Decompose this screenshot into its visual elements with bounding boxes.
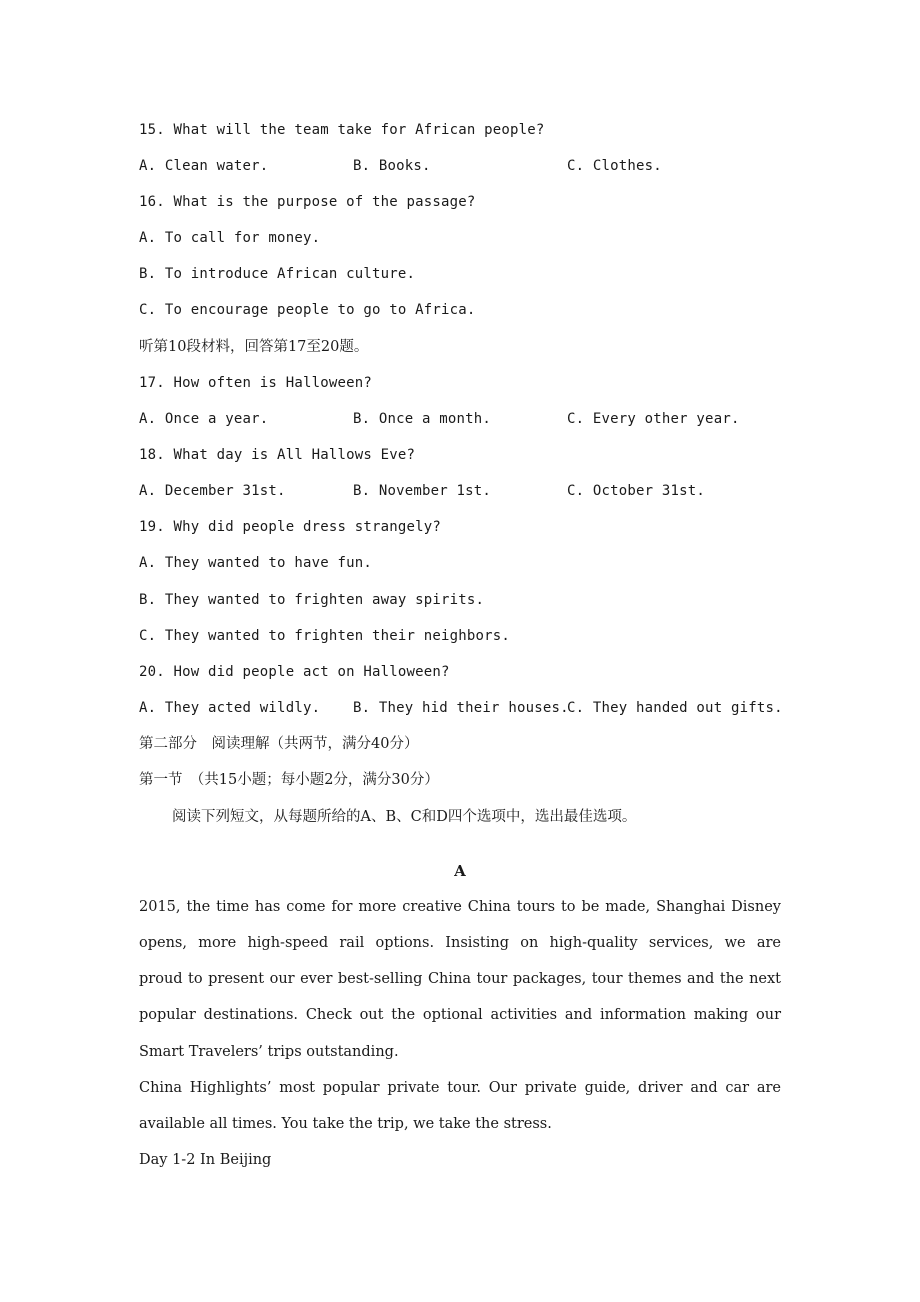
question-18: 18. What day is All Hallows Eve? [139,447,416,463]
q20-option-a: A. They acted wildly. [139,700,321,716]
q20-option-b: B. They hid their houses. [353,700,569,716]
paragraph-1-line-3: proud to present our ever best-selling China tour packages, tour themes and the next [139,971,781,987]
question-15: 15. What will the team take for African people? [139,122,545,138]
q16-option-b: B. To introduce African culture. [139,266,416,282]
q16-option-c: C. To encourage people to go to Africa. [139,302,476,318]
question-16: 16. What is the purpose of the passage? [139,194,476,210]
reading-instruction: 阅读下列短文，从每题所给的A、B、C和D四个选项中，选出最佳选项。 [172,809,637,825]
q19-option-a: A. They wanted to have fun. [139,555,372,571]
paragraph-2-line-1: China Highlights’ most popular private tour. Our private guide, driver and car are [139,1080,781,1096]
paragraph-2-line-2: available all times. You take the trip, we take the stress. [139,1116,552,1132]
q17-option-a: A. Once a year. [139,411,269,427]
q19-option-c: C. They wanted to frighten their neighbors. [139,628,511,644]
q20-option-c: C. They handed out gifts. [567,700,783,716]
q17-option-c: C. Every other year. [567,411,740,427]
paragraph-1-line-1: 2015, the time has come for more creative China tours to be made, Shanghai Disney [139,899,781,915]
q15-option-a: A. Clean water. [139,158,269,174]
q15-option-b: B. Books. [353,158,431,174]
question-20: 20. How did people act on Halloween? [139,664,450,680]
q18-option-b: B. November 1st. [353,483,492,499]
q18-option-a: A. December 31st. [139,483,286,499]
q19-option-b: B. They wanted to frighten away spirits. [139,592,485,608]
reading-section-title: 第一节 （共15小题；每小题2分，满分30分） [139,772,439,788]
q16-option-a: A. To call for money. [139,230,321,246]
question-17: 17. How often is Halloween? [139,375,372,391]
paragraph-1-line-4: popular destinations. Check out the optional activities and information making our [139,1007,781,1023]
q15-option-c: C. Clothes. [567,158,662,174]
reading-part-title: 第二部分 阅读理解（共两节，满分40分） [139,736,419,752]
section-10-instruction: 听第10段材料，回答第17至20题。 [139,339,369,355]
q18-option-c: C. October 31st. [567,483,706,499]
question-19: 19. Why did people dress strangely? [139,519,442,535]
paragraph-1-line-5: Smart Travelers’ trips outstanding. [139,1044,399,1060]
paragraph-1-line-2: opens, more high-speed rail options. Insisting on high-quality services, we are [139,935,781,951]
day-heading: Day 1-2 In Beijing [139,1152,272,1168]
passage-label: A [454,862,466,880]
q17-option-b: B. Once a month. [353,411,492,427]
